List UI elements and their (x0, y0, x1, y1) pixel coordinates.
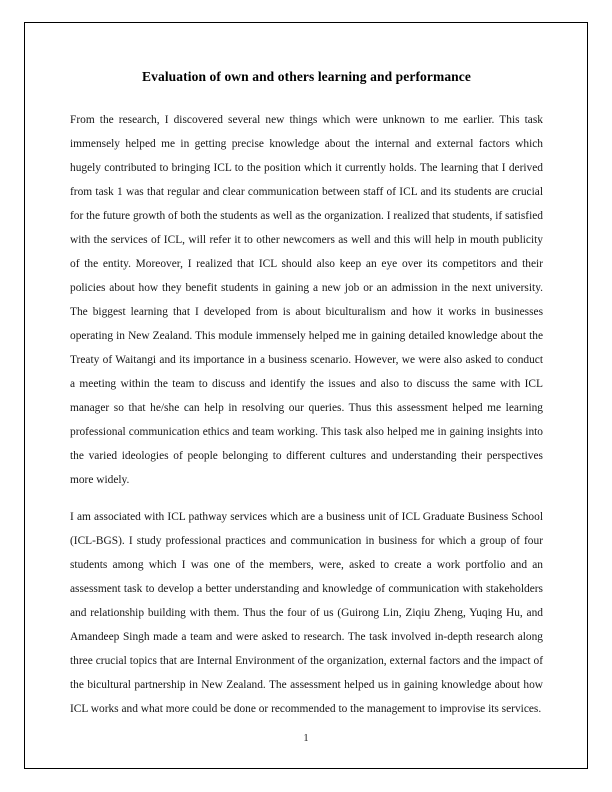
document-body (70, 68, 543, 721)
document-page (24, 22, 588, 769)
page-number: 1 (303, 733, 309, 744)
body-paragraph-1: From the research, I discovered several new things which were unknown to me earlier. This task immensely helped me in getting precise knowledge about the internal and external factors which hugely contributed to bringing ICL to the position which it currently holds. The learning that I derived from task 1 was that regular and clear communication between staff of ICL and its students are crucial for the future growth of both the students as well as the organization. I realized that students, if satisfied with the services of ICL, will refer it to other newcomers as well and this will help in mouth publicity of the entity. Moreover, I realized that ICL should also keep an eye over its competitors and their policies about how they benefit students in gaining a new job or an admission in the next university. The biggest learning that I developed from is about biculturalism and how it works in businesses operating in New Zealand. This module immensely helped me in gaining detailed knowledge about the Treaty of Waitangi and its importance in a business scenario. However, we were also asked to conduct a meeting within the team to discuss and identify the issues and also to discuss the same with ICL manager so that he/she can help in resolving our queries. Thus this assessment helped me learning professional communication ethics and team working. This task also helped me in gaining insights into the varied ideologies of people belonging to different cultures and understanding their perspectives more widely. (70, 113, 544, 486)
page-title: Evaluation of own and others learning and performance (142, 69, 471, 84)
body-paragraph-2: I am associated with ICL pathway services which are a business unit of ICL Graduate Business School (ICL-BGS). I study professional practices and communication in business for which a group of four students among which I was one of the members, were, asked to create a work portfolio and an assessment task to develop a better understanding and knowledge of communication with stakeholders and relationship building with them. Thus the four of us (Guirong Lin, Ziqiu Zheng, Yuqing Hu, and Amandeep Singh made a team and were asked to research. The task involved in-depth research along three crucial topics that are Internal Environment of the organization, external factors and the impact of the bicultural partnership in New Zealand. The assessment helped us in gaining knowledge about how ICL works and what more could be done or recommended to the management to improvise its services. (70, 510, 543, 715)
